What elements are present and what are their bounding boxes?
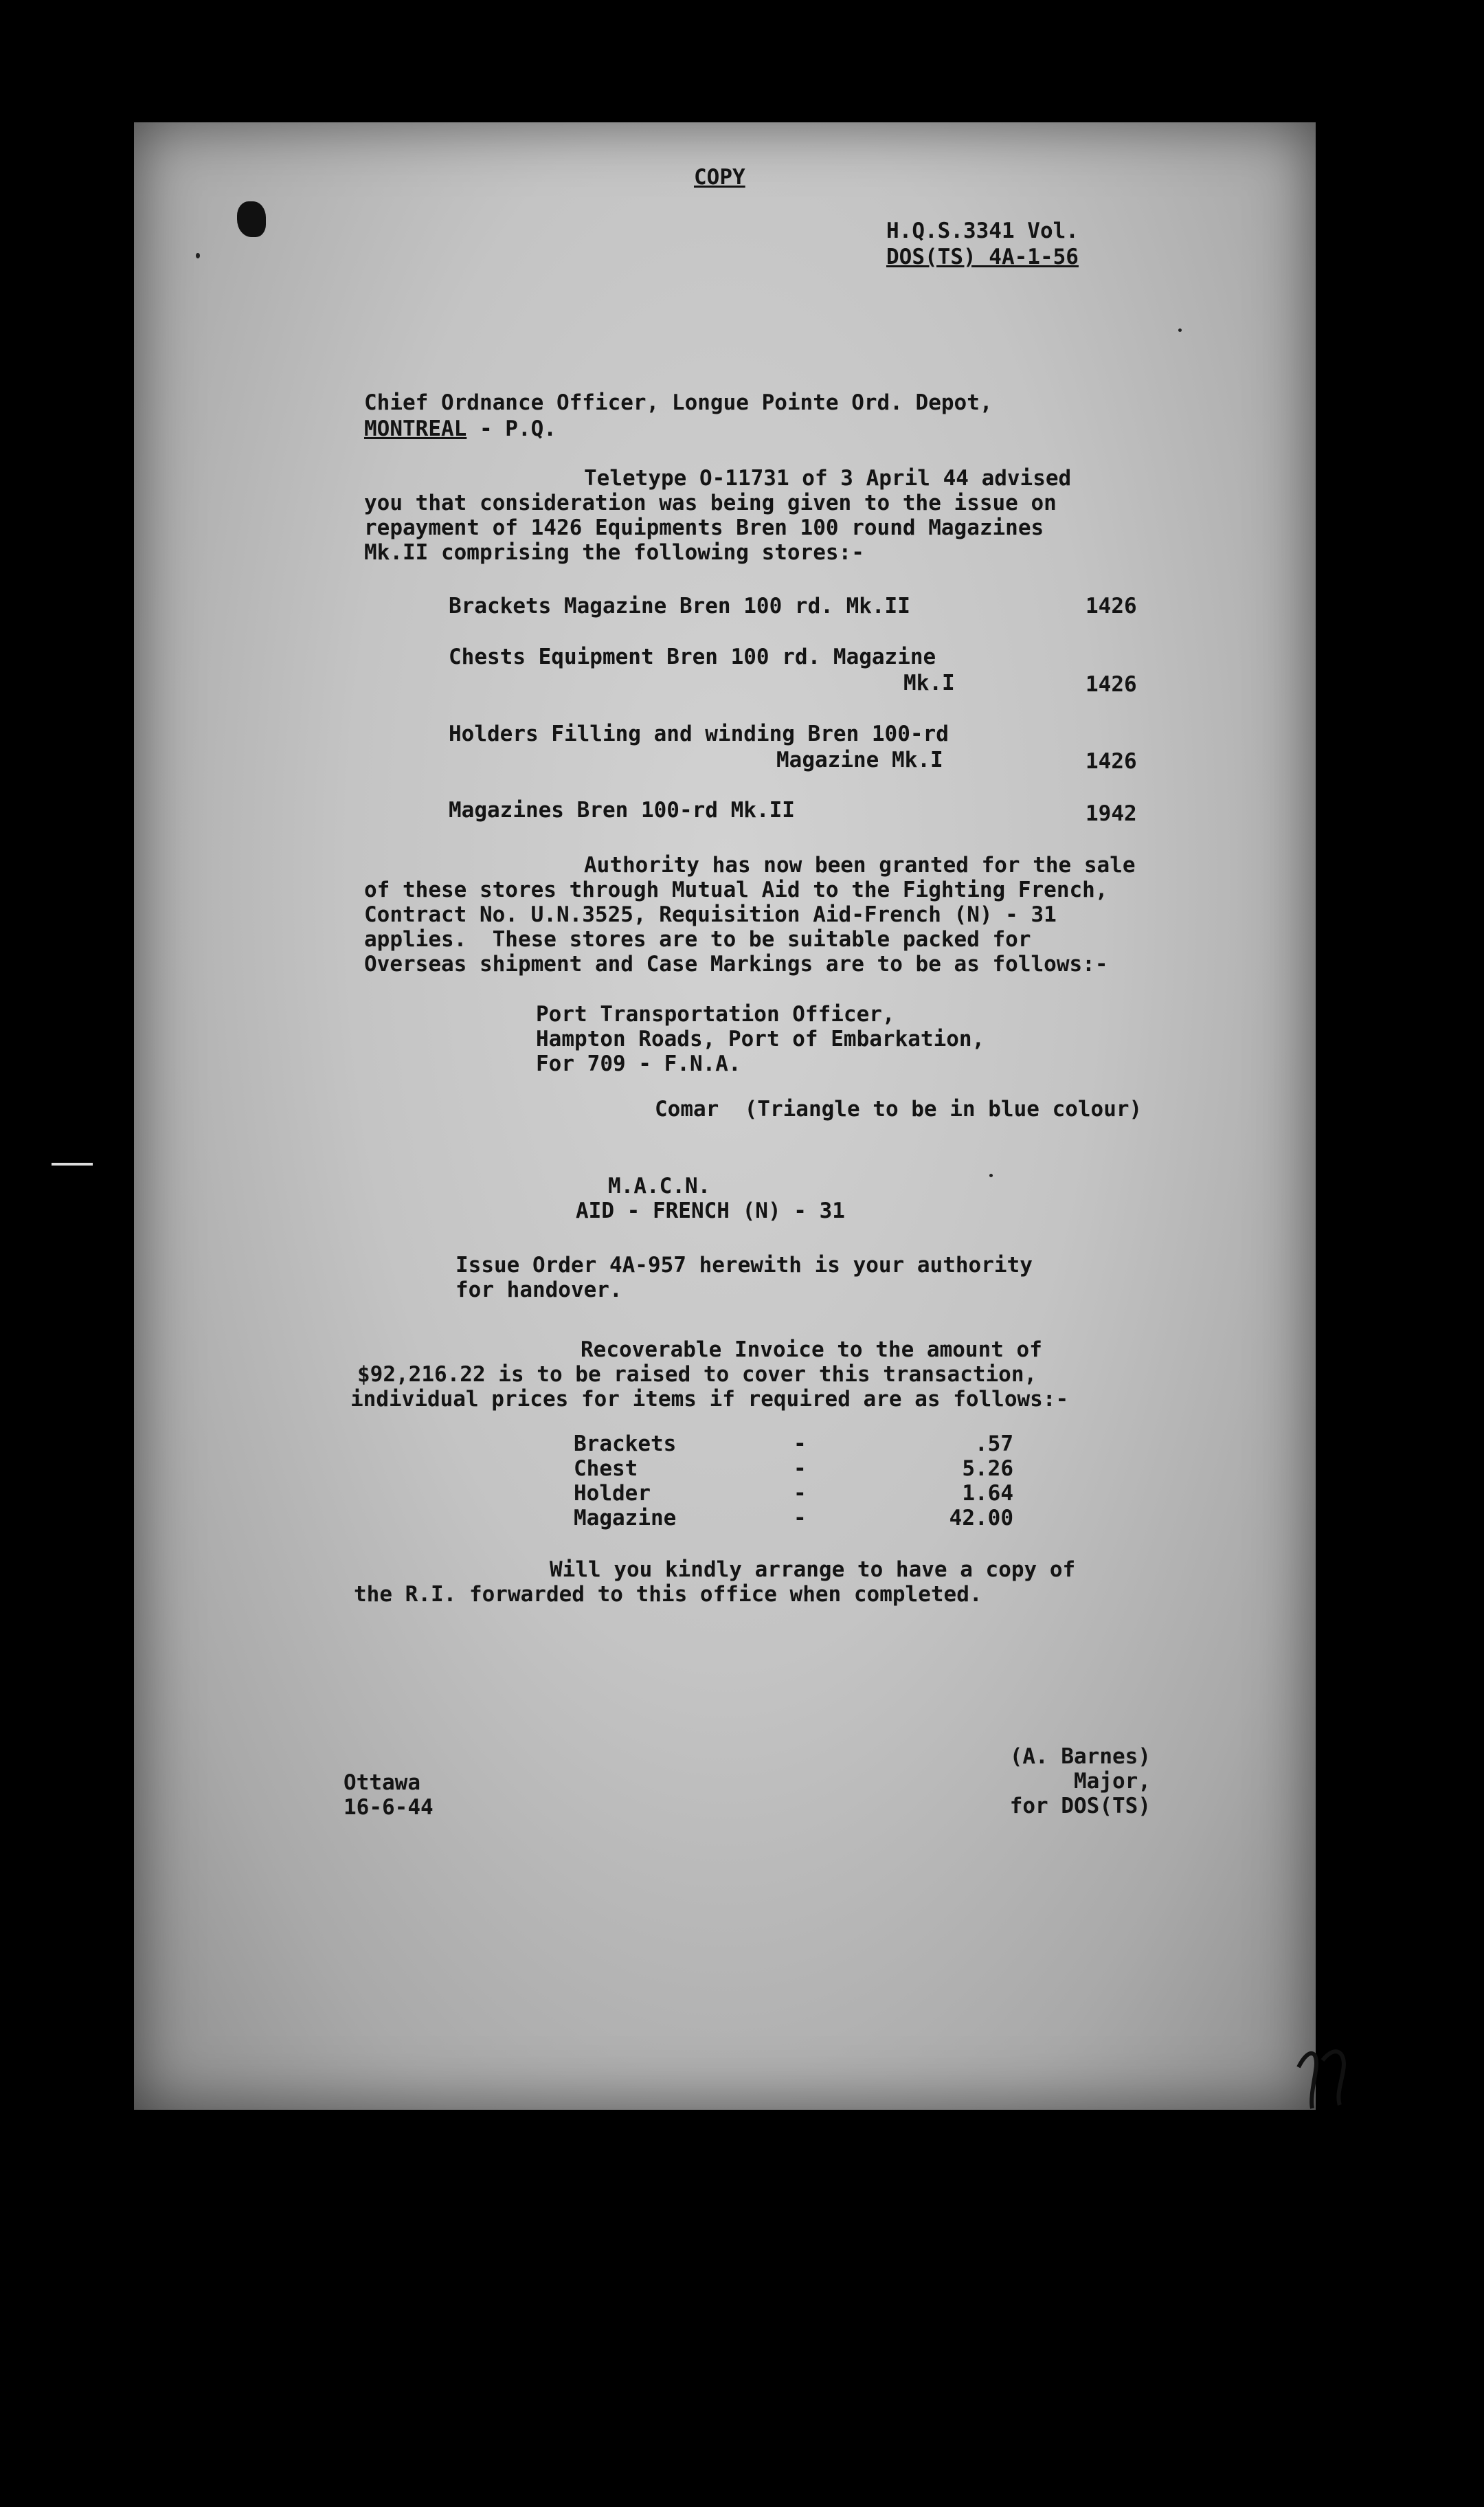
issue-order-line: for handover.	[456, 1278, 622, 1302]
paragraph-line: Will you kindly arrange to have a copy of	[550, 1557, 1076, 1582]
store-item: Holders Filling and winding Bren 100-rd	[449, 722, 949, 746]
place: Ottawa	[344, 1770, 420, 1795]
price-dash: -	[794, 1481, 807, 1506]
price-item: Magazine	[574, 1506, 677, 1530]
store-quantity: 1426	[1086, 749, 1137, 774]
store-quantity: 1942	[1086, 801, 1137, 826]
paragraph-line: Teletype O-11731 of 3 April 44 advised	[584, 466, 1072, 491]
file-reference: H.Q.S.3341 Vol.	[886, 219, 1079, 243]
paragraph-line: applies. These stores are to be suitable packed for	[364, 927, 1031, 952]
price-dash: -	[794, 1456, 807, 1481]
price-value: 1.64	[962, 1481, 1013, 1506]
signatory-for: for DOS(TS)	[1009, 1794, 1151, 1818]
signatory-name: (A. Barnes)	[1009, 1744, 1151, 1769]
paragraph-line: Contract No. U.N.3525, Requisition Aid-French (N) - 31	[364, 902, 1057, 927]
price-value: .57	[975, 1431, 1013, 1456]
price-value: 42.00	[949, 1506, 1013, 1530]
paragraph-line: Authority has now been granted for the sale	[584, 853, 1136, 878]
ink-speck	[989, 1174, 993, 1177]
price-value: 5.26	[962, 1456, 1013, 1481]
store-item-cont: Magazine Mk.I	[776, 748, 943, 772]
comar-line: Comar (Triangle to be in blue colour)	[655, 1097, 1143, 1122]
paragraph-line: Overseas shipment and Case Markings are to be as follows:-	[364, 952, 1108, 977]
paragraph-line: repayment of 1426 Equipments Bren 100 round Magazines	[364, 515, 1044, 540]
date: 16-6-44	[344, 1795, 434, 1820]
store-quantity: 1426	[1086, 594, 1137, 619]
ink-speck	[1178, 328, 1182, 332]
price-item: Holder	[574, 1481, 651, 1506]
marking-line: Port Transportation Officer,	[536, 1002, 895, 1027]
paragraph-line: $92,216.22 is to be raised to cover this transaction,	[357, 1362, 1037, 1387]
document-page	[134, 122, 1316, 2110]
signatory-rank: Major,	[1074, 1769, 1151, 1794]
marking-line: Hampton Roads, Port of Embarkation,	[536, 1027, 985, 1051]
ink-speck	[196, 253, 200, 258]
store-item-cont: Mk.I	[903, 671, 955, 695]
paragraph-line: the R.I. forwarded to this office when completed.	[354, 1582, 982, 1607]
macn-aid-line: AID - FRENCH (N) - 31	[576, 1199, 845, 1223]
price-item: Brackets	[574, 1431, 677, 1456]
edge-mark	[52, 1163, 93, 1166]
paragraph-line: individual prices for items if required are as follows:-	[350, 1387, 1069, 1412]
price-dash: -	[794, 1506, 807, 1530]
macn-line: M.A.C.N.	[608, 1174, 711, 1199]
paragraph-line: Mk.II comprising the following stores:-	[364, 540, 864, 565]
file-reference-dos: DOS(TS) 4A-1-56	[886, 245, 1079, 269]
handwritten-mark	[1295, 2040, 1412, 2115]
addressee-city-line	[364, 416, 556, 442]
paragraph-line: of these stores through Mutual Aid to the Fighting French,	[364, 878, 1108, 902]
price-dash: -	[794, 1431, 807, 1456]
paragraph-line: Recoverable Invoice to the amount of	[581, 1337, 1042, 1362]
paragraph-line: you that consideration was being given to the issue on	[364, 491, 1057, 515]
store-quantity: 1426	[1086, 672, 1137, 697]
addressee-province: - P.Q.	[466, 416, 556, 441]
store-item: Magazines Bren 100-rd Mk.II	[449, 798, 795, 823]
price-item: Chest	[574, 1456, 638, 1481]
addressee-line: Chief Ordnance Officer, Longue Pointe Ord. Depot,	[364, 390, 993, 415]
store-item: Chests Equipment Bren 100 rd. Magazine	[449, 645, 936, 669]
addressee-city: MONTREAL	[364, 416, 467, 441]
punch-hole	[237, 201, 266, 237]
issue-order-line: Issue Order 4A-957 herewith is your authority	[456, 1253, 1033, 1278]
copy-label: COPY	[694, 165, 745, 190]
marking-line: For 709 - F.N.A.	[536, 1051, 741, 1076]
store-item: Brackets Magazine Bren 100 rd. Mk.II	[449, 594, 910, 619]
